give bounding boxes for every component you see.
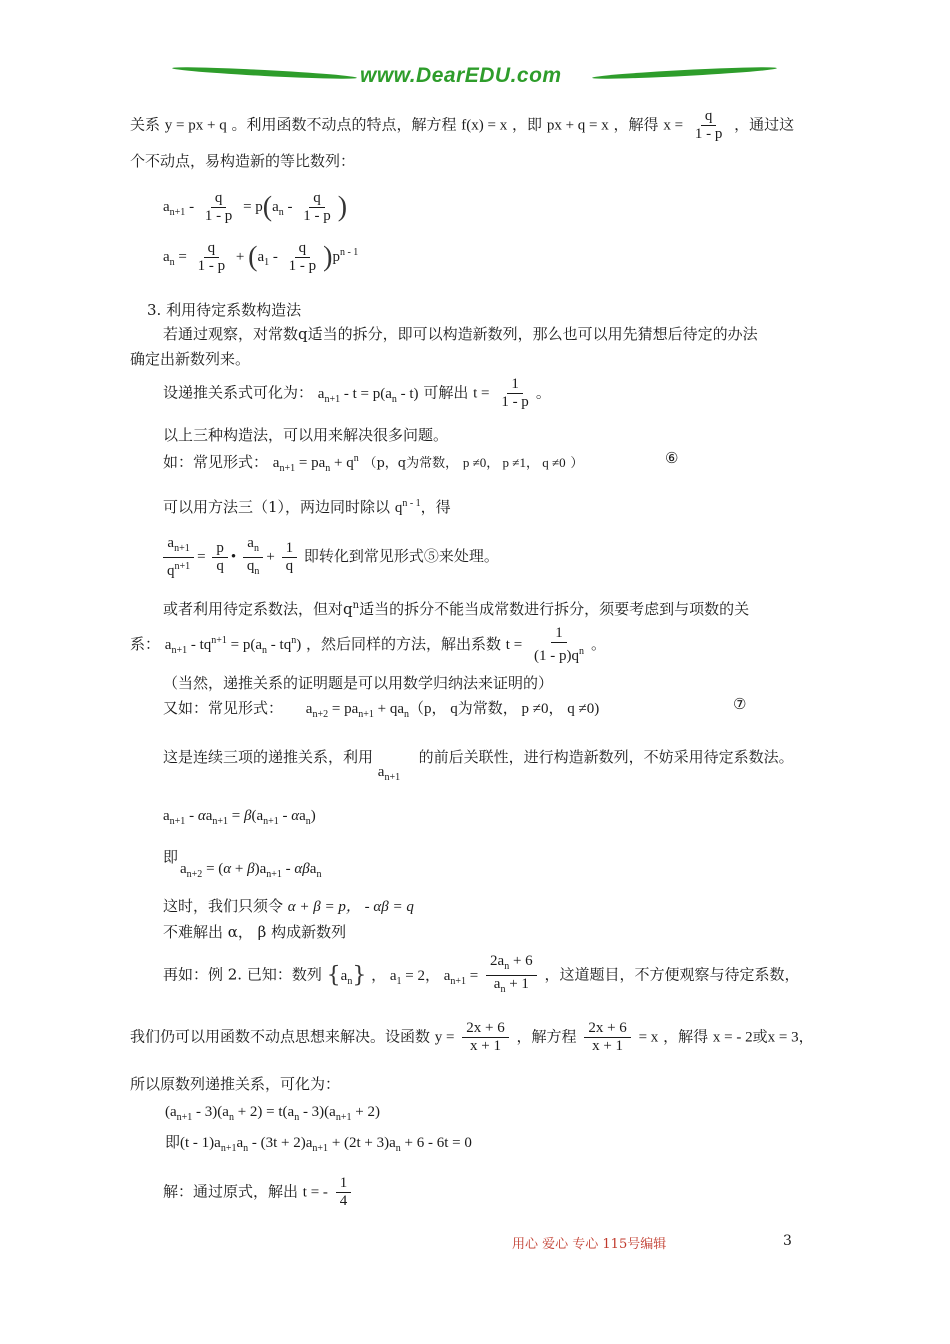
equation: x = [663,117,684,134]
footer-note: 用心 爱心 专心 115号编辑 [512,1237,667,1252]
text: ，即 [512,115,543,134]
text: 关系 [130,115,161,134]
equation-example-2: 即$(t - 1)a_{n+1}a_n - (3t + 2)a_{n+1} + (2t + 3)a_n + 6 - 6t = 0$ [165,1133,472,1154]
page-number: 3 [783,1233,792,1249]
equation-geometric-2: $a_n$ = $\frac{q}{1 - p}$ + ($a_1$ - $\frac{q}{1 - p}$ )$p^{n - 1}$ [163,240,359,274]
equation-example-1: $(a_{n+1} - 3)(a_n + 2) = t(a_n - 3)(a_{n+1} + 2)$ [165,1104,380,1123]
text: ，通过这 [734,115,795,134]
para1-line1 [130,108,794,143]
equation-mark-6: ⑥ [665,449,679,467]
equation-mark-7: ⑦ [733,695,747,713]
sec3-method-line: 可以用方法三（1），两边同时除以 $q^{n - 1}$，得 [163,498,451,516]
solution-line: 解：通过原式，解出 t = - $\frac{1}{4}$ [163,1175,354,1210]
sec3-para-line2: 确定出新数列来。 [130,350,251,368]
sec3-para-line1: 若通过观察，对常数q适当的拆分，即可以构造新数列，那么也可以用先猜想后待定的办法 [163,325,758,343]
solve-ab-line: 不难解出 α， β 构成新数列 [163,923,347,941]
equation-alpha-beta-1: $a_{n+1} - \alpha a_{n+1} = \beta(a_{n+1} - \alpha a_n)$ [163,808,316,827]
ji-label-1: 即 [163,848,179,866]
sec3-summary: 以上三种构造法，可以用来解决很多问题。 [163,426,449,444]
sec3-set-line: 设递推关系式可化为： $a_{n+1} - t = p(a_n - t)$ 可解出 t = $\frac{1}{1 - p}$ 。 [163,376,551,410]
sec3-form-line: 如：常见形式： $a_{n+1} = pa_n + q^n$ （p，q为常数， p ≠0， p ≠1， q ≠0 ） [163,453,584,474]
equation-geometric-1: $a_{n+1}$ - $\frac{q}{1 - p}$ = $p(a_n$ - $\frac{q}{1 - p}$ ) [163,190,348,224]
equation: px + q = x [546,117,609,134]
or-para-line1: 或者利用待定系数法，但对$q^n$适当的拆分不能当成常数进行拆分，须要考虑到与项数的关 [163,600,750,618]
or-note: （当然，递推关系的证明题是可以用数学归纳法来证明的） [163,674,554,692]
or-para-line2: 系： $a_{n+1} - tq^{n+1} = p(a_n - tq^n)$ ，然后同样的方法，解出系数 t = $\frac{1}{(1 - p)q^n}$ 。 [130,625,606,664]
header-swoosh-right [592,65,777,81]
equation-divided: $\frac{a_{n+1}}{q^{n+1}}$ = $\frac{p}{q}$ • $\frac{a_n}{q_n}$ + $\frac{1}{q}$ 即转化到常见形式⑤来处理。 [160,535,499,580]
only-line: 这时，我们只须令 α + β = p， - αβ = q [163,897,414,915]
example-2-line1: 再如：例 2. 已知：数列 $\{a_n\}$ ， $a_1 = 2$， $a_{n+1}$ = $\frac{2a_n + 6}{a_n + 1}$ ，这道题目，不方便观察与待定系数， [163,953,800,995]
fraction: $\frac{q}{1 - p}$ [694,108,723,142]
para1-line2: 个不动点，易构造新的等比数列： [130,152,356,170]
text: ，解得 [613,115,659,134]
equation: y = px + q [164,117,227,134]
again-form-line: 又如：常见形式： $a_{n+2} = pa_{n+1} + qa_n(p$， q为常数， p ≠0， q ≠0) [163,699,600,720]
example-2-line2: 我们仍可以用函数不动点思想来解决。设函数 y = $\frac{2x + 6}{x + 1}$ ，解方程 $\frac{2x + 6}{x + 1}$ = x ，解得 x = - 2或x = 3， [130,1020,814,1054]
example-2-line3: 所以原数列递推关系，可化为： [130,1075,341,1093]
three-term-line: 这是连续三项的递推关系，利用 $a_{n+1}$ 的前后关联性，进行构造新数列，不妨采用待定系数法。 [163,748,794,783]
text: 。利用函数不动点的特点，解方程 [231,115,457,134]
section-3-title: 3. 利用待定系数构造法 [147,301,302,319]
equation-alpha-beta-2: $a_{n+2} = (\alpha + \beta)a_{n+1} - \alpha\beta a_n$ [180,861,322,880]
header-swoosh-left [172,65,357,81]
equation: f(x) = x [461,117,508,134]
site-link[interactable]: www.DearEDU.com [360,64,562,87]
